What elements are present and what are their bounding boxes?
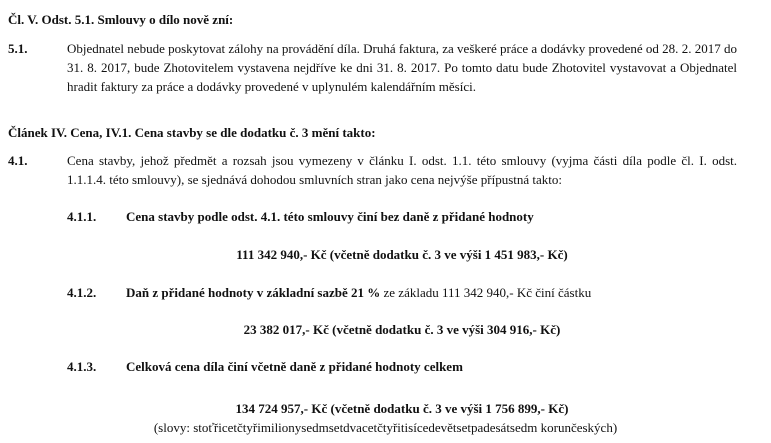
- item-4-1-3-number: 4.1.3.: [67, 359, 97, 374]
- item-4-1-1-title: Cena stavby podle odst. 4.1. této smlouvy činí bez daně z přidané hodnoty: [126, 209, 534, 224]
- paragraph-4-1-text: Cena stavby, jehož předmět a rozsah jsou vymezeny v článku I. odst. 1.1. této smlouvy (vyjma části díla podle čl. I. odst. 1.1.1.4. této smlouvy), se sjednává dohodou smluvních stran jako cena nejvýše přípustná takto:: [67, 153, 737, 187]
- paragraph-5-1-text: Objednatel nebude poskytovat zálohy na provádění díla. Druhá faktura, za veškeré práce a dodávky provedené od 28. 2. 2017 do 31. 8. 2017, bude Zhotovitelem vystavena nejdříve ke dni 31. 8. 2017. Po tomto datu bude Zhotovitel vystavovat a Objednatel hradit faktury za práce a dodávky provedené v uplynulém kalendářním měsíci.: [67, 41, 737, 94]
- item-4-1-2-number: 4.1.2.: [67, 285, 97, 300]
- paragraph-5-1-number: 5.1.: [8, 41, 28, 56]
- item-4-1-3-title: Celková cena díla činí včetně daně z přidané hodnoty celkem: [126, 359, 463, 374]
- item-4-1-2-title-rest: ze základu 111 342 940,- Kč činí částku: [380, 285, 592, 300]
- paragraph-4-1-number: 4.1.: [8, 153, 28, 168]
- item-4-1-2-title: [126, 283, 591, 302]
- item-4-1-1-number: 4.1.1.: [67, 209, 97, 224]
- item-4-1-3-amount: 134 724 957,- Kč (včetně dodatku č. 3 ve výši 1 756 899,- Kč): [235, 401, 569, 416]
- item-4-1-3-words: (slovy: stoťřicetčtyřimilionysedmsetdvacetčtyřitisícedevětsetpadesátsedm korunčeských): [153, 420, 618, 435]
- item-4-1-1-amount: 111 342 940,- Kč (včetně dodatku č. 3 ve výši 1 451 983,- Kč): [236, 247, 568, 262]
- section-4-heading: Článek IV. Cena, IV.1. Cena stavby se dle dodatku č. 3 mění takto:: [8, 125, 376, 140]
- item-4-1-2-title-bold: Daň z přidané hodnoty v základní sazbě 21 %: [126, 285, 381, 300]
- section-5-heading: Čl. V. Odst. 5.1. Smlouvy o dílo nově zní:: [8, 12, 234, 27]
- item-4-1-2-amount: 23 382 017,- Kč (včetně dodatku č. 3 ve výši 304 916,- Kč): [243, 322, 561, 337]
